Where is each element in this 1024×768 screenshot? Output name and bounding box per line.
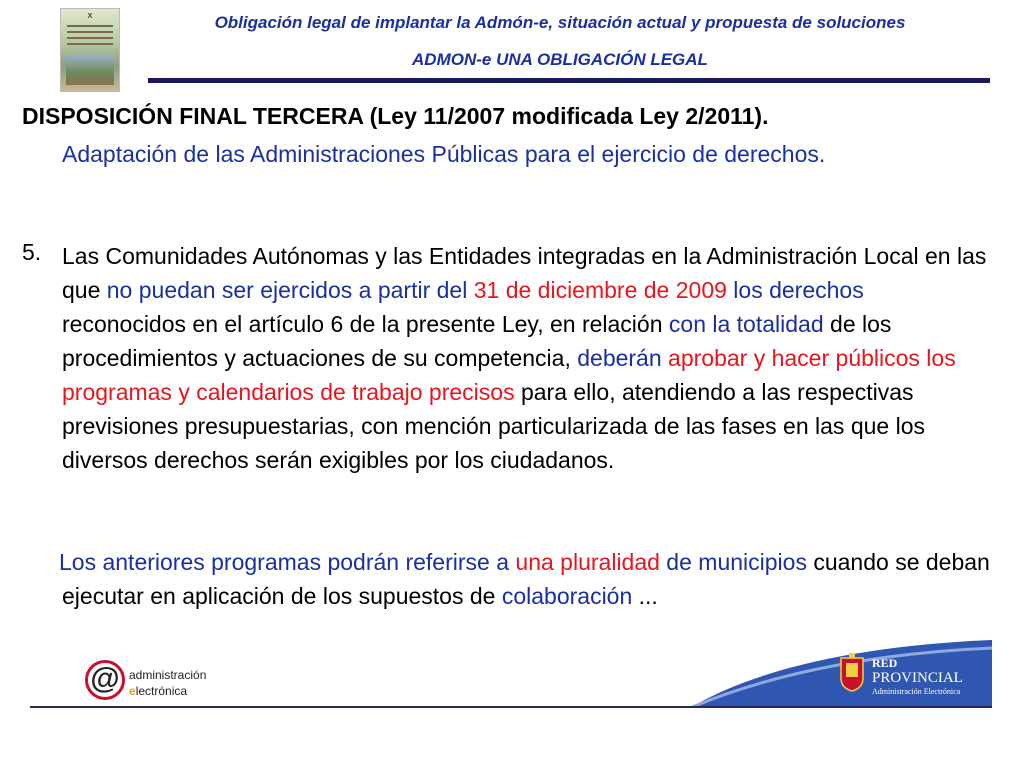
cover-line [67,37,113,39]
cover-line [67,31,113,33]
at-sign-icon: @ [85,660,125,700]
red-provincial-logo-line-1: RED [872,656,898,670]
coat-of-arms-icon [838,652,866,692]
closing-paragraph [59,545,1002,613]
footer-divider [30,706,992,708]
logo-line-2-rest: lectrónica [135,684,188,698]
text-segment-blue: de municipios [659,549,807,575]
text-segment-red: aprobar y hacer públicos los programas y calendarios de trabajo precisos [62,345,956,405]
logo-e-initial: e [129,684,136,698]
text-segment: ... [632,583,658,609]
text-segment: de los procedimientos y actuaciones de su competencia, [62,311,892,371]
cover-title-shape: X [87,13,93,20]
section-heading: DISPOSICIÓN FINAL TERCERA (Ley 11/2007 modificada Ley 2/2011). [22,103,769,129]
cover-landscape-image [66,55,114,85]
text-segment: para ello, atendiendo a las respectivas previsiones presupuestarias, con mención particularizada de las fases en las que los diversos derechos serán exigibles por los ciudadanos. [62,379,925,473]
logo-line-1: administración [129,668,207,682]
text-segment-blue: deberán [577,345,662,371]
section-subheading: Adaptación de las Administraciones Públicas para el ejercicio de derechos. [62,141,826,167]
header-divider [148,78,990,83]
list-item-number: 5. [22,239,42,265]
text-segment-red: 31 de diciembre de 2009 [473,277,727,303]
text-segment-blue: colaboración [501,583,633,609]
text-segment: reconocidos en el artículo 6 de la presente Ley, en relación [62,311,669,337]
book-cover-thumbnail [60,8,120,92]
text-segment-blue: no puedan ser ejercidos a partir del [106,277,474,303]
header-subtitle: ADMON-e UNA OBLIGACIÓN LEGAL [412,50,708,69]
header-title: Obligación legal de implantar la Admón-e, situación actual y propuesta de soluciones [214,13,906,32]
list-item-text [62,239,992,477]
text-segment-red: una pluralidad [515,549,660,575]
text-segment-blue: los derechos [733,277,864,303]
text-segment-blue: Los anteriores programas podrán referirse a [59,549,516,575]
administracion-electronica-logo [85,660,225,704]
cover-line [67,43,113,45]
red-provincial-logo-line-2: PROVINCIAL [872,670,963,686]
logo-line-2 [129,684,187,698]
text-segment-blue: con la totalidad [668,311,824,337]
text-segment: cuando se deban ejecutar en aplicación de los supuestos de [62,549,990,609]
red-provincial-logo-line-3: Administración Electrónica [872,687,961,696]
text-segment: Las Comunidades Autónomas y las Entidades integradas en la Administración Local en las que [62,243,987,303]
cover-line [67,25,113,27]
